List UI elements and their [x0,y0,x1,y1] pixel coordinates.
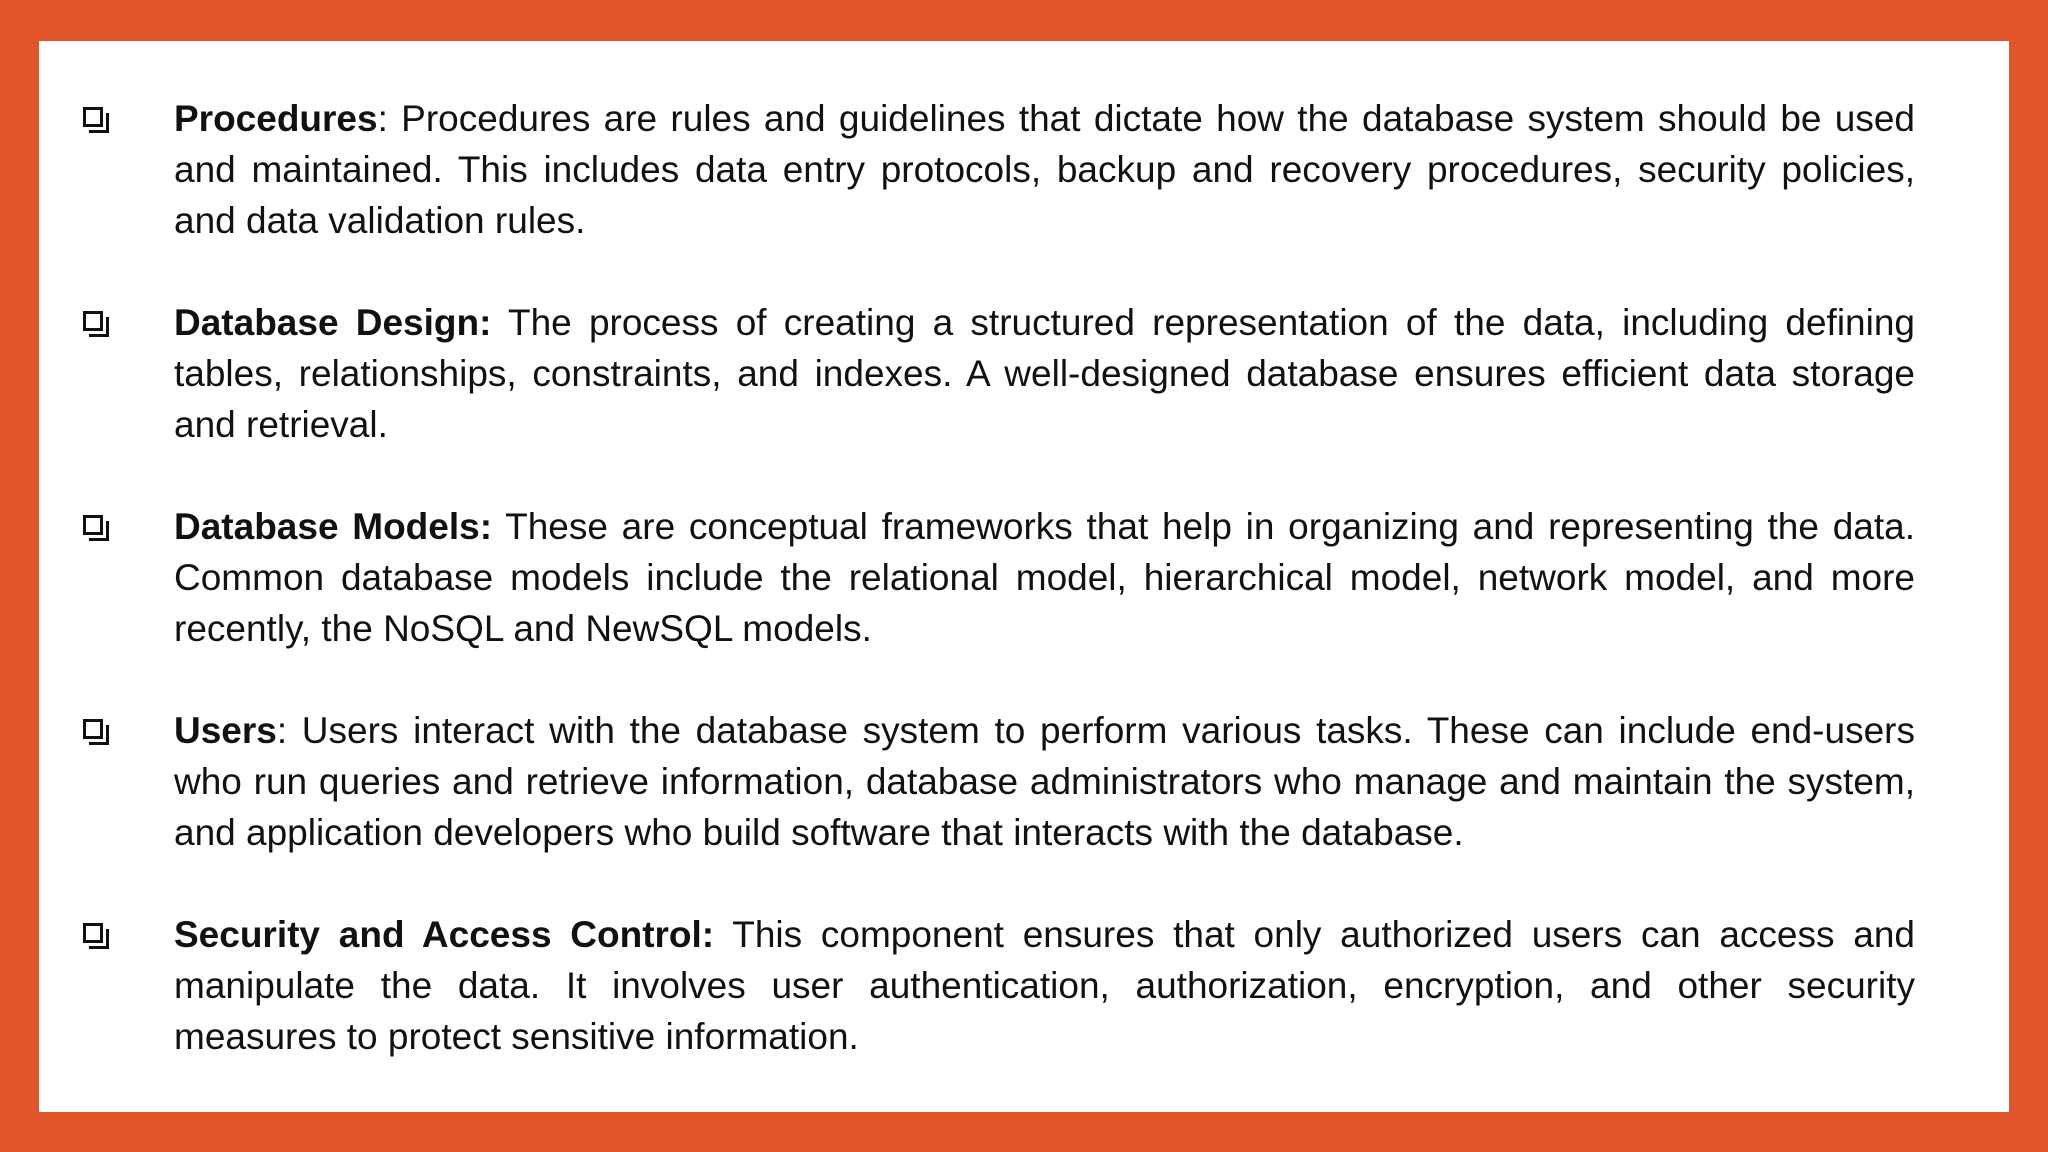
bullet-item-database-design [79,297,1915,450]
slide-content-panel [39,41,2009,1112]
bullet-list [79,93,1915,1062]
bullet-item-procedures [79,93,1915,246]
bullet-item-users [79,705,1915,858]
checkbox-square-icon [83,515,103,535]
bullet-text: Users interact with the database system to perform various tasks. These can include end-users who run queries and retrieve information, database administrators who manage and maintain the system, and application developers who build software that interacts with the database. [174,710,1915,853]
bullet-term: Database Design: [174,302,492,343]
checkbox-square-icon [83,719,103,739]
bullet-text: The process of creating a structured representation of the data, including defining tables, relationships, constraints, and indexes. A well-designed database ensures efficient data storage and retrieval. [174,302,1915,445]
checkbox-square-icon [83,923,103,943]
bullet-item-security-access-control [79,909,1915,1062]
bullet-item-database-models [79,501,1915,654]
bullet-term: Database Models: [174,506,493,547]
bullet-separator: : [276,710,288,751]
checkbox-square-icon [83,311,103,331]
bullet-separator: : [377,98,388,139]
bullet-text: Procedures are rules and guidelines that dictate how the database system should be used and maintained. This includes data entry protocols, backup and recovery procedures, security policies, and data validation rules. [174,98,1915,241]
bullet-text: These are conceptual frameworks that help in organizing and representing the data. Common database models include the relational model, hierarchical model, network model, and more recently, the NoSQL and NewSQL models. [174,506,1915,649]
bullet-text: This component ensures that only authorized users can access and manipulate the data. It involves user authentication, authorization, encryption, and other security measures to protect sensitive information. [174,914,1916,1057]
bullet-term: Procedures [174,98,378,139]
bullet-term: Security and Access Control: [174,914,715,955]
bullet-term: Users [174,710,277,751]
checkbox-square-icon [83,107,103,127]
